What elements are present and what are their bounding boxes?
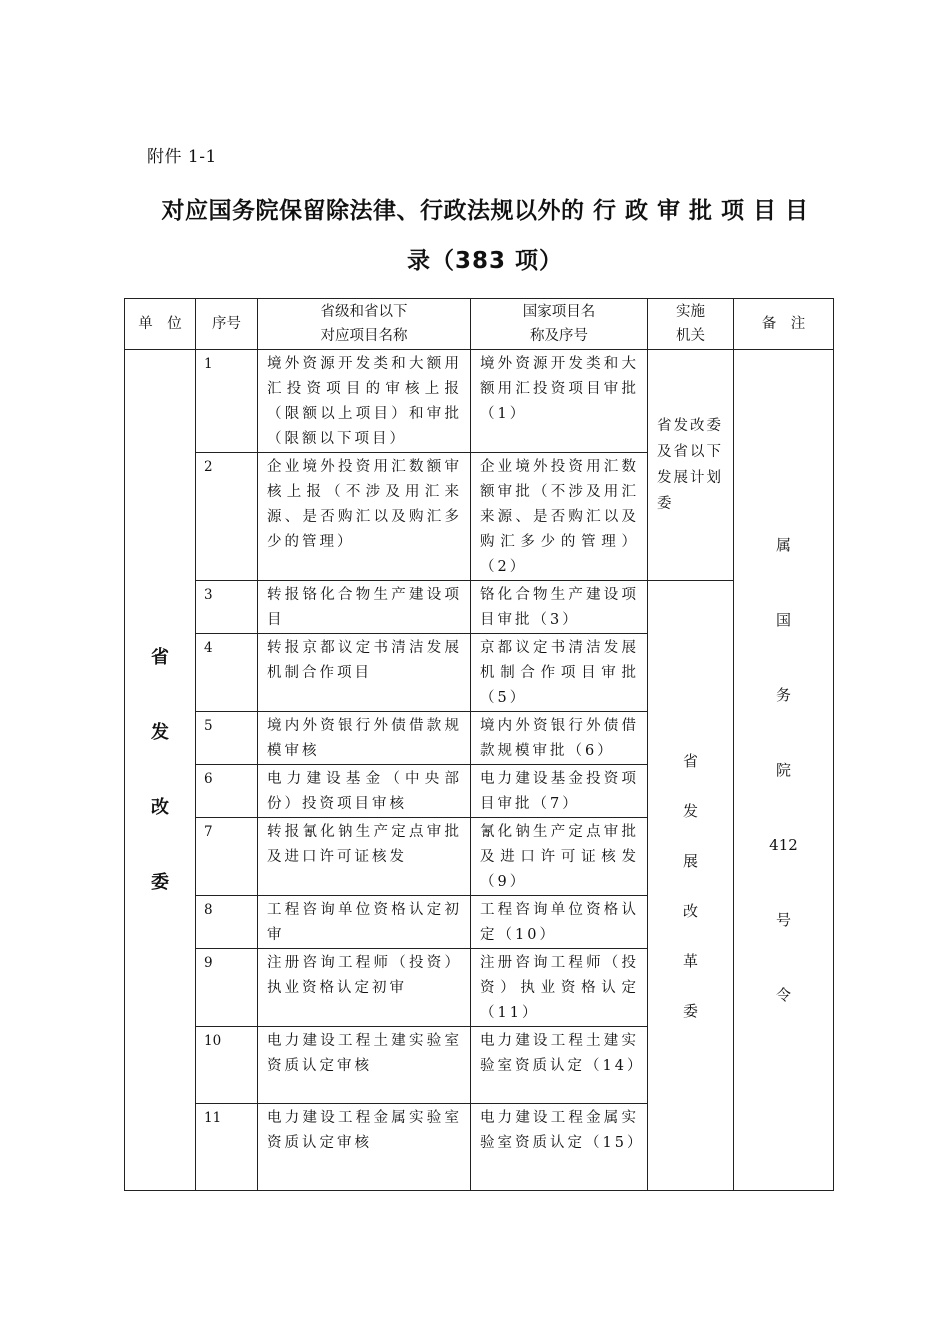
seq-cell: 7 — [196, 818, 258, 896]
national-item-name: 境内外资银行外债借款规模审批（6） — [471, 712, 648, 765]
header-remark: 备 注 — [734, 299, 834, 350]
table-row — [125, 581, 834, 634]
org-char: 省 — [682, 751, 698, 770]
header-national-name-line1: 国家项目名 — [522, 304, 596, 320]
seq-cell: 3 — [196, 581, 258, 634]
local-item-name: 转报京都议定书清洁发展机制合作项目 — [258, 634, 471, 712]
national-item-name: 企业境外投资用汇数额审批（不涉及用汇来源、是否购汇以及购汇多少的管理）（2） — [471, 453, 648, 581]
local-item-name: 电力建设工程土建实验室资质认定审核 — [258, 1027, 471, 1104]
org-char: 委 — [682, 1001, 698, 1020]
title-line-2: 录（383 项） — [406, 248, 564, 274]
seq-cell: 5 — [196, 712, 258, 765]
remark-char: 令 — [775, 985, 791, 1004]
national-item-name: 工程咨询单位资格认定（10） — [471, 896, 648, 949]
org-char: 革 — [682, 951, 698, 970]
header-org-line2: 机关 — [676, 328, 705, 344]
header-seq: 序号 — [196, 299, 258, 350]
remark-char: 国 — [775, 610, 791, 629]
local-item-name: 境内外资银行外债借款规模审核 — [258, 712, 471, 765]
header-local-name — [258, 299, 471, 350]
remark-char: 号 — [775, 910, 791, 929]
local-item-name: 注册咨询工程师（投资）执业资格认定初审 — [258, 949, 471, 1027]
org-group-1: 省发改委及省以下发展计划委 — [648, 350, 734, 581]
national-item-name: 境外资源开发类和大额用汇投资项目审批（1） — [471, 350, 648, 453]
seq-cell: 2 — [196, 453, 258, 581]
document-title — [120, 186, 850, 286]
national-item-name: 京都议定书清洁发展机制合作项目审批（5） — [471, 634, 648, 712]
seq-cell: 8 — [196, 896, 258, 949]
header-org-line1: 实施 — [676, 304, 705, 320]
header-local-name-line2: 对应项目名称 — [320, 328, 408, 344]
national-item-name: 铬化合物生产建设项目审批（3） — [471, 581, 648, 634]
unit-cell — [125, 350, 196, 1191]
org-char: 改 — [682, 901, 698, 920]
seq-cell: 9 — [196, 949, 258, 1027]
header-local-name-line1: 省级和省以下 — [320, 304, 408, 320]
national-item-name: 电力建设基金投资项目审批（7） — [471, 765, 648, 818]
national-item-name: 电力建设工程土建实验室资质认定（14） — [471, 1027, 648, 1104]
unit-char: 改 — [151, 797, 169, 818]
title-line-1: 对应国务院保留除法律、行政法规以外的 行 政 审 批 项 目 目 — [161, 198, 809, 224]
local-item-name: 转报铬化合物生产建设项目 — [258, 581, 471, 634]
seq-cell: 1 — [196, 350, 258, 453]
national-item-name: 注册咨询工程师（投资）执业资格认定（11） — [471, 949, 648, 1027]
header-national-name-line2: 称及序号 — [530, 328, 588, 344]
national-item-name: 电力建设工程金属实验室资质认定（15） — [471, 1104, 648, 1191]
seq-cell: 10 — [196, 1027, 258, 1104]
local-item-name: 境外资源开发类和大额用汇投资项目的审核上报（限额以上项目）和审批（限额以下项目） — [258, 350, 471, 453]
local-item-name: 转报氰化钠生产定点审批及进口许可证核发 — [258, 818, 471, 896]
attachment-label: 附件 1-1 — [147, 147, 217, 167]
remark-char: 412 — [769, 835, 798, 854]
seq-cell: 6 — [196, 765, 258, 818]
national-item-name: 氰化钠生产定点审批及进口许可证核发（9） — [471, 818, 648, 896]
unit-char: 省 — [151, 647, 169, 668]
approval-items-table — [124, 298, 834, 1191]
local-item-name: 电力建设工程金属实验室资质认定审核 — [258, 1104, 471, 1191]
header-org — [648, 299, 734, 350]
remark-char: 务 — [775, 685, 791, 704]
seq-cell: 4 — [196, 634, 258, 712]
local-item-name: 电力建设基金（中央部份）投资项目审核 — [258, 765, 471, 818]
unit-char: 发 — [151, 722, 169, 743]
remark-char: 属 — [775, 535, 791, 554]
table-header-row — [125, 299, 834, 350]
table-row — [125, 350, 834, 453]
local-item-name: 企业境外投资用汇数额审核上报（不涉及用汇来源、是否购汇以及购汇多少的管理） — [258, 453, 471, 581]
seq-cell: 11 — [196, 1104, 258, 1191]
header-unit: 单 位 — [125, 299, 196, 350]
org-char: 发 — [682, 801, 698, 820]
remark-char: 院 — [775, 760, 791, 779]
org-group-2 — [648, 581, 734, 1191]
remark-cell — [734, 350, 834, 1191]
header-national-name — [471, 299, 648, 350]
org-char: 展 — [682, 851, 698, 870]
local-item-name: 工程咨询单位资格认定初审 — [258, 896, 471, 949]
unit-char: 委 — [151, 872, 169, 893]
